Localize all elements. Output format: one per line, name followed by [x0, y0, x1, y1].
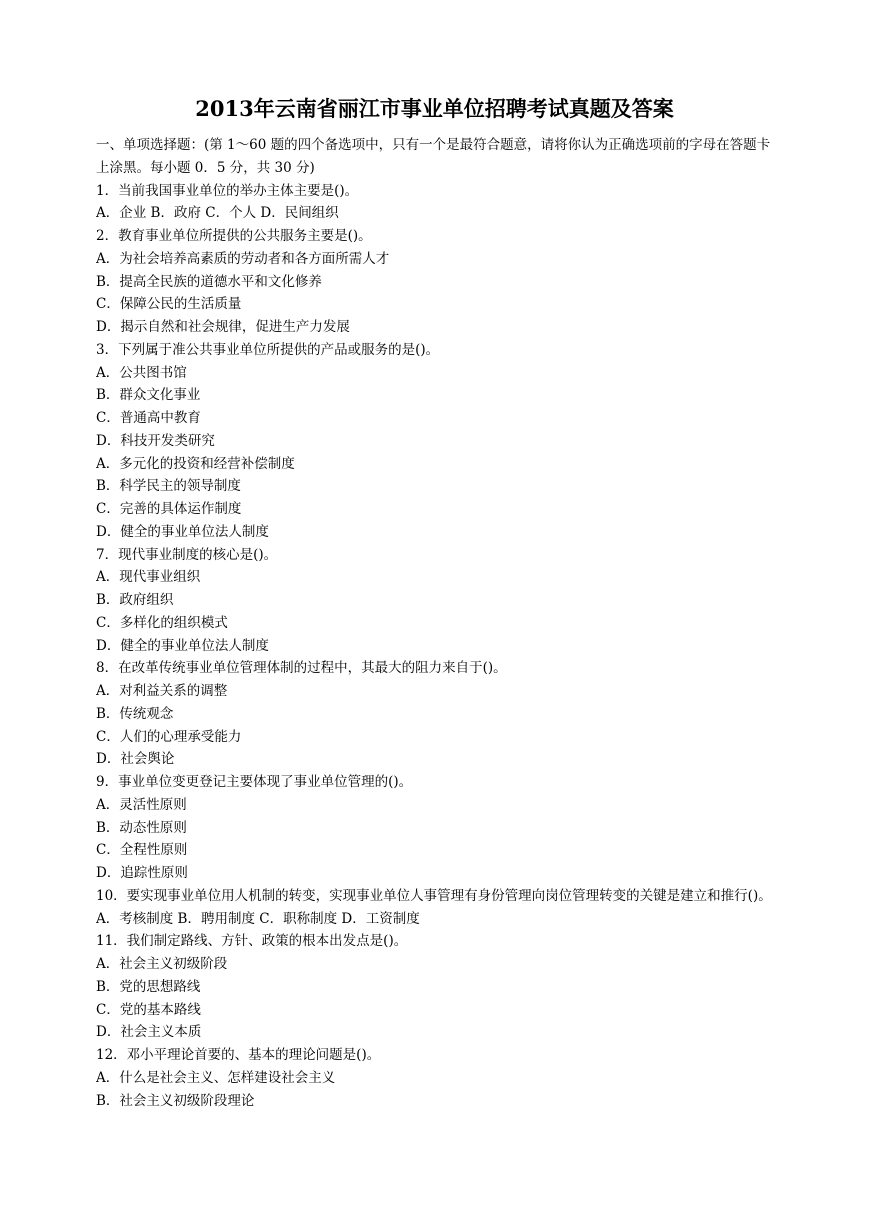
- text-line: D．揭示自然和社会规律，促进生产力发展: [96, 319, 350, 335]
- text-line: C．多样化的组织模式: [96, 614, 228, 631]
- text-line: 11．我们制定路线、方针、政策的根本出发点是()。: [96, 933, 408, 950]
- text-line: A．公共图书馆: [96, 364, 187, 381]
- text-line: C．普通高中教育: [96, 410, 201, 426]
- text-line: A．企业 B．政府 C．个人 D．民间组织: [96, 205, 339, 222]
- text-line: A．对利益关系的调整: [96, 683, 228, 699]
- text-line: A．考核制度 B．聘用制度 C．职称制度 D．工资制度: [96, 910, 420, 927]
- question-10: 10．要实现事业单位用人机制的转变，实现事业单位人事管理有身份管理向岗位管理转变的关键是建立和推行()。: [96, 887, 772, 904]
- text-line: C．人们的心理承受能力: [96, 728, 242, 745]
- text-line: A．为社会培养高素质的劳动者和各方面所需人才: [96, 250, 390, 267]
- question-lines-continued: [96, 908, 780, 1113]
- text-line: D．社会主义本质: [96, 1024, 202, 1041]
- text-line: D．追踪性原则: [96, 865, 188, 881]
- text-line: 1．当前我国事业单位的举办主体主要是()。: [96, 182, 359, 199]
- text-line: C．党的基本路线: [96, 1001, 201, 1018]
- text-line: C．保障公民的生活质量: [96, 296, 242, 313]
- document-body: [96, 134, 780, 1112]
- text-line: D．社会舆论: [96, 751, 175, 768]
- text-line: A．现代事业组织: [96, 569, 201, 586]
- text-line: D．科技开发类研究: [96, 432, 215, 449]
- section-header: 一、单项选择题：(第 1～60 题的四个备选项中，只有一个是最符合题意，请将你认为正确选项前的字母在答题卡上涂黑。每小题 0．5 分，共 30 分): [96, 137, 771, 176]
- text-line: C．全程性原则: [96, 842, 188, 859]
- text-line: 9．事业单位变更登记主要体现了事业单位管理的()。: [96, 774, 413, 790]
- text-line: B．动态性原则: [96, 819, 187, 836]
- text-line: D．健全的事业单位法人制度: [96, 523, 269, 540]
- text-line: 8．在改革传统事业单位管理体制的过程中，其最大的阻力来自于()。: [96, 660, 507, 677]
- document-title: 2013年云南省丽江市事业单位招聘考试真题及答案: [195, 96, 674, 121]
- text-line: A．什么是社会主义、怎样建设社会主义: [96, 1069, 336, 1086]
- text-line: 7．现代事业制度的核心是()。: [96, 546, 278, 563]
- text-line: C．完善的具体运作制度: [96, 501, 242, 517]
- text-line: B．社会主义初级阶段理论: [96, 1092, 255, 1109]
- text-line: B．群众文化事业: [96, 387, 201, 404]
- text-line: B．提高全民族的道德水平和文化修养: [96, 273, 322, 290]
- question-lines: [96, 180, 780, 885]
- text-line: B．科学民主的领导制度: [96, 478, 241, 495]
- text-line: 3．下列属于准公共事业单位所提供的产品或服务的是()。: [96, 341, 440, 358]
- text-line: 12．邓小平理论首要的、基本的理论问题是()。: [96, 1047, 381, 1063]
- text-line: B．政府组织: [96, 592, 174, 608]
- text-line: 2．教育事业单位所提供的公共服务主要是()。: [96, 228, 372, 244]
- text-line: A．社会主义初级阶段: [96, 956, 228, 972]
- text-line: B．传统观念: [96, 705, 174, 722]
- text-line: B．党的思想路线: [96, 978, 201, 995]
- text-line: D．健全的事业单位法人制度: [96, 637, 269, 654]
- text-line: A．灵活性原则: [96, 796, 187, 813]
- text-line: A．多元化的投资和经营补偿制度: [96, 455, 295, 472]
